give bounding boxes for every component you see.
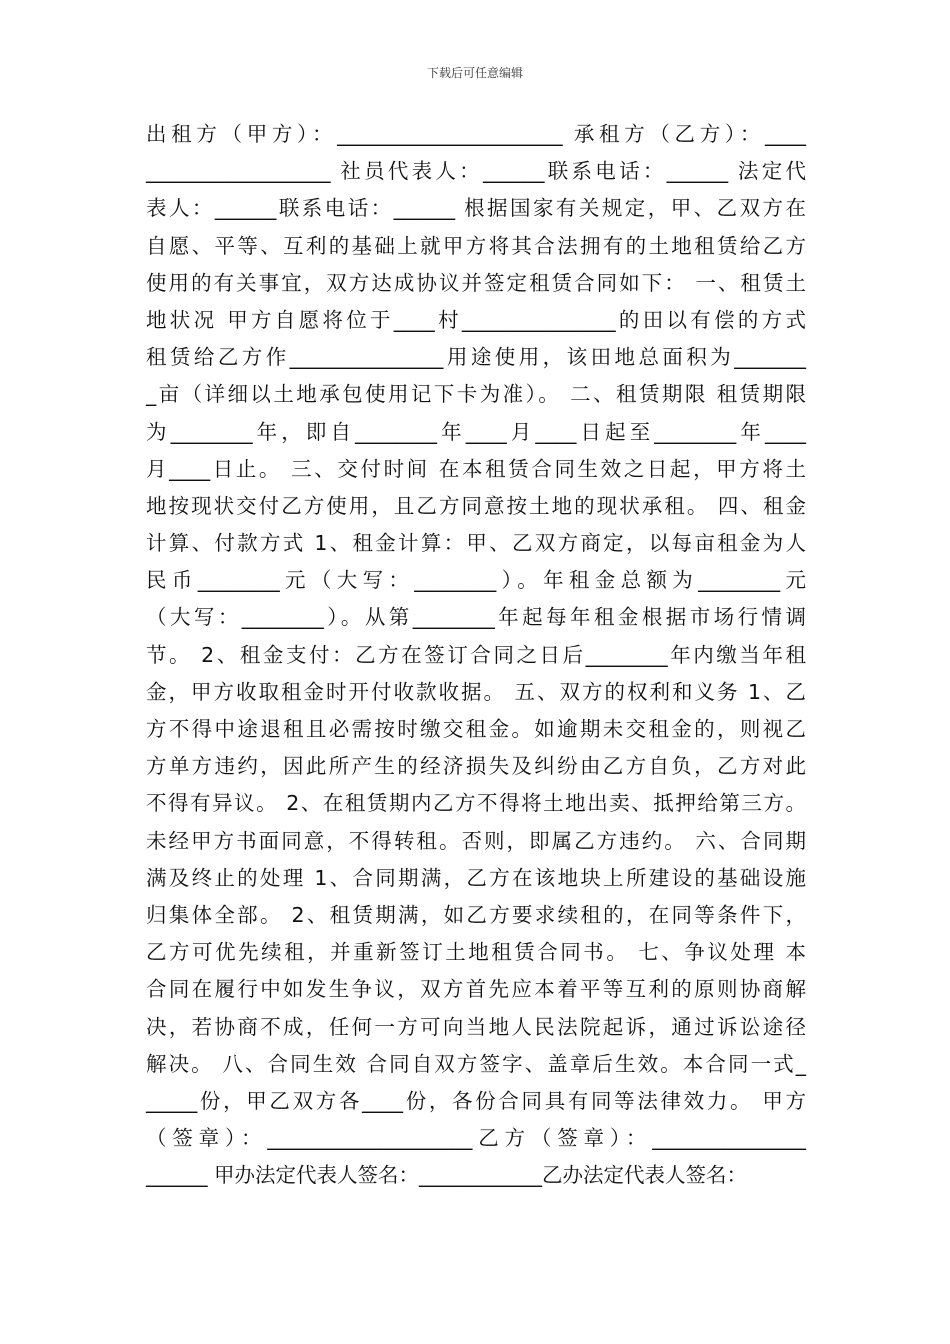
contract-line: 决，若协商不成，任何一方可向当地人民法院起诉，通过诉讼途径 [146,1014,806,1039]
contract-line: 合同在履行中如发生争议，双方首先应本着平等互利的原则协商解 [146,977,806,1002]
contract-line: __________________ 社员代表人：______联系电话：______ 法定代 [146,159,806,184]
contract-line: 自愿、平等、互利的基础上就甲方将其合法拥有的土地租赁给乙方 [146,233,806,258]
contract-line: 民币________元（大写：________）。年租金总额为________元 [146,568,806,593]
contract-line: 节。 2、租金支付：乙方在签订合同之日后________年内缴当年租 [146,642,806,667]
contract-line: 出租方（甲方）：______________________ 承租方（乙方）：____ [146,122,806,146]
contract-line: 未经甲方书面同意，不得转租。否则，即属乙方违约。 六、合同期 [146,828,806,853]
contract-line: （大写：________）。从第________年起每年租金根据市场行情调 [146,605,806,630]
contract-body [146,116,806,1194]
page-header-note: 下载后可任意编辑 [426,66,523,80]
contract-line: （签章）：____________________乙方（签章）：_______________ [146,1126,806,1151]
contract-line: 为________年，即自________年____月____日起至________年____ [146,419,806,444]
contract-line: 方不得中途退租且必需按时缴交租金。如逾期未交租金的，则视乙 [146,717,806,741]
contract-line: ______ 甲办法定代表人签名：____________乙办法定代表人签名： [146,1163,748,1188]
contract-line: _亩（详细以土地承包使用记下卡为准）。 二、租赁期限 租赁期限 [146,382,806,407]
contract-line: 月____日止。 三、交付时间 在本租赁合同生效之日起，甲方将土 [146,456,806,481]
contract-line: 解决。 八、合同生效 合同自双方签字、盖章后生效。本合同一式_ [146,1051,806,1076]
contract-line: 地状况 甲方自愿将位于____村_______________的田以有偿的方式 [146,307,806,332]
contract-line: 方单方违约，因此所产生的经济损失及纠纷由乙方自负，乙方对此 [146,754,806,779]
contract-line: 计算、付款方式 1、租金计算：甲、乙双方商定，以每亩租金为人 [146,531,806,556]
contract-line: 归集体全部。 2、租赁期满，如乙方要求续租的，在同等条件下， [146,902,806,927]
contract-line: _____份，甲乙双方各____份，各份合同具有同等法律效力。 甲方 [146,1088,806,1113]
contract-line: 不得有异议。 2、在租赁期内乙方不得将土地出卖、抵押给第三方。 [146,791,806,816]
contract-line: 地按现状交付乙方使用，且乙方同意按土地的现状承租。 四、租金 [146,493,806,518]
contract-line: 金，甲方收取租金时开付收款收据。 五、双方的权利和义务 1、乙 [146,679,806,704]
contract-line: 满及终止的处理 1、合同期满，乙方在该地块上所建设的基础设施 [146,865,806,890]
contract-line: 使用的有关事宜，双方达成协议并签定租赁合同如下： 一、租赁土 [146,270,806,295]
contract-line: 乙方可优先续租，并重新签订土地租赁合同书。 七、争议处理 本 [146,940,806,965]
contract-line: 租赁给乙方作_______________用途使用，该田地总面积为_______ [146,345,806,370]
contract-line: 表人：______联系电话：______ 根据国家有关规定，甲、乙双方在 [146,196,806,221]
